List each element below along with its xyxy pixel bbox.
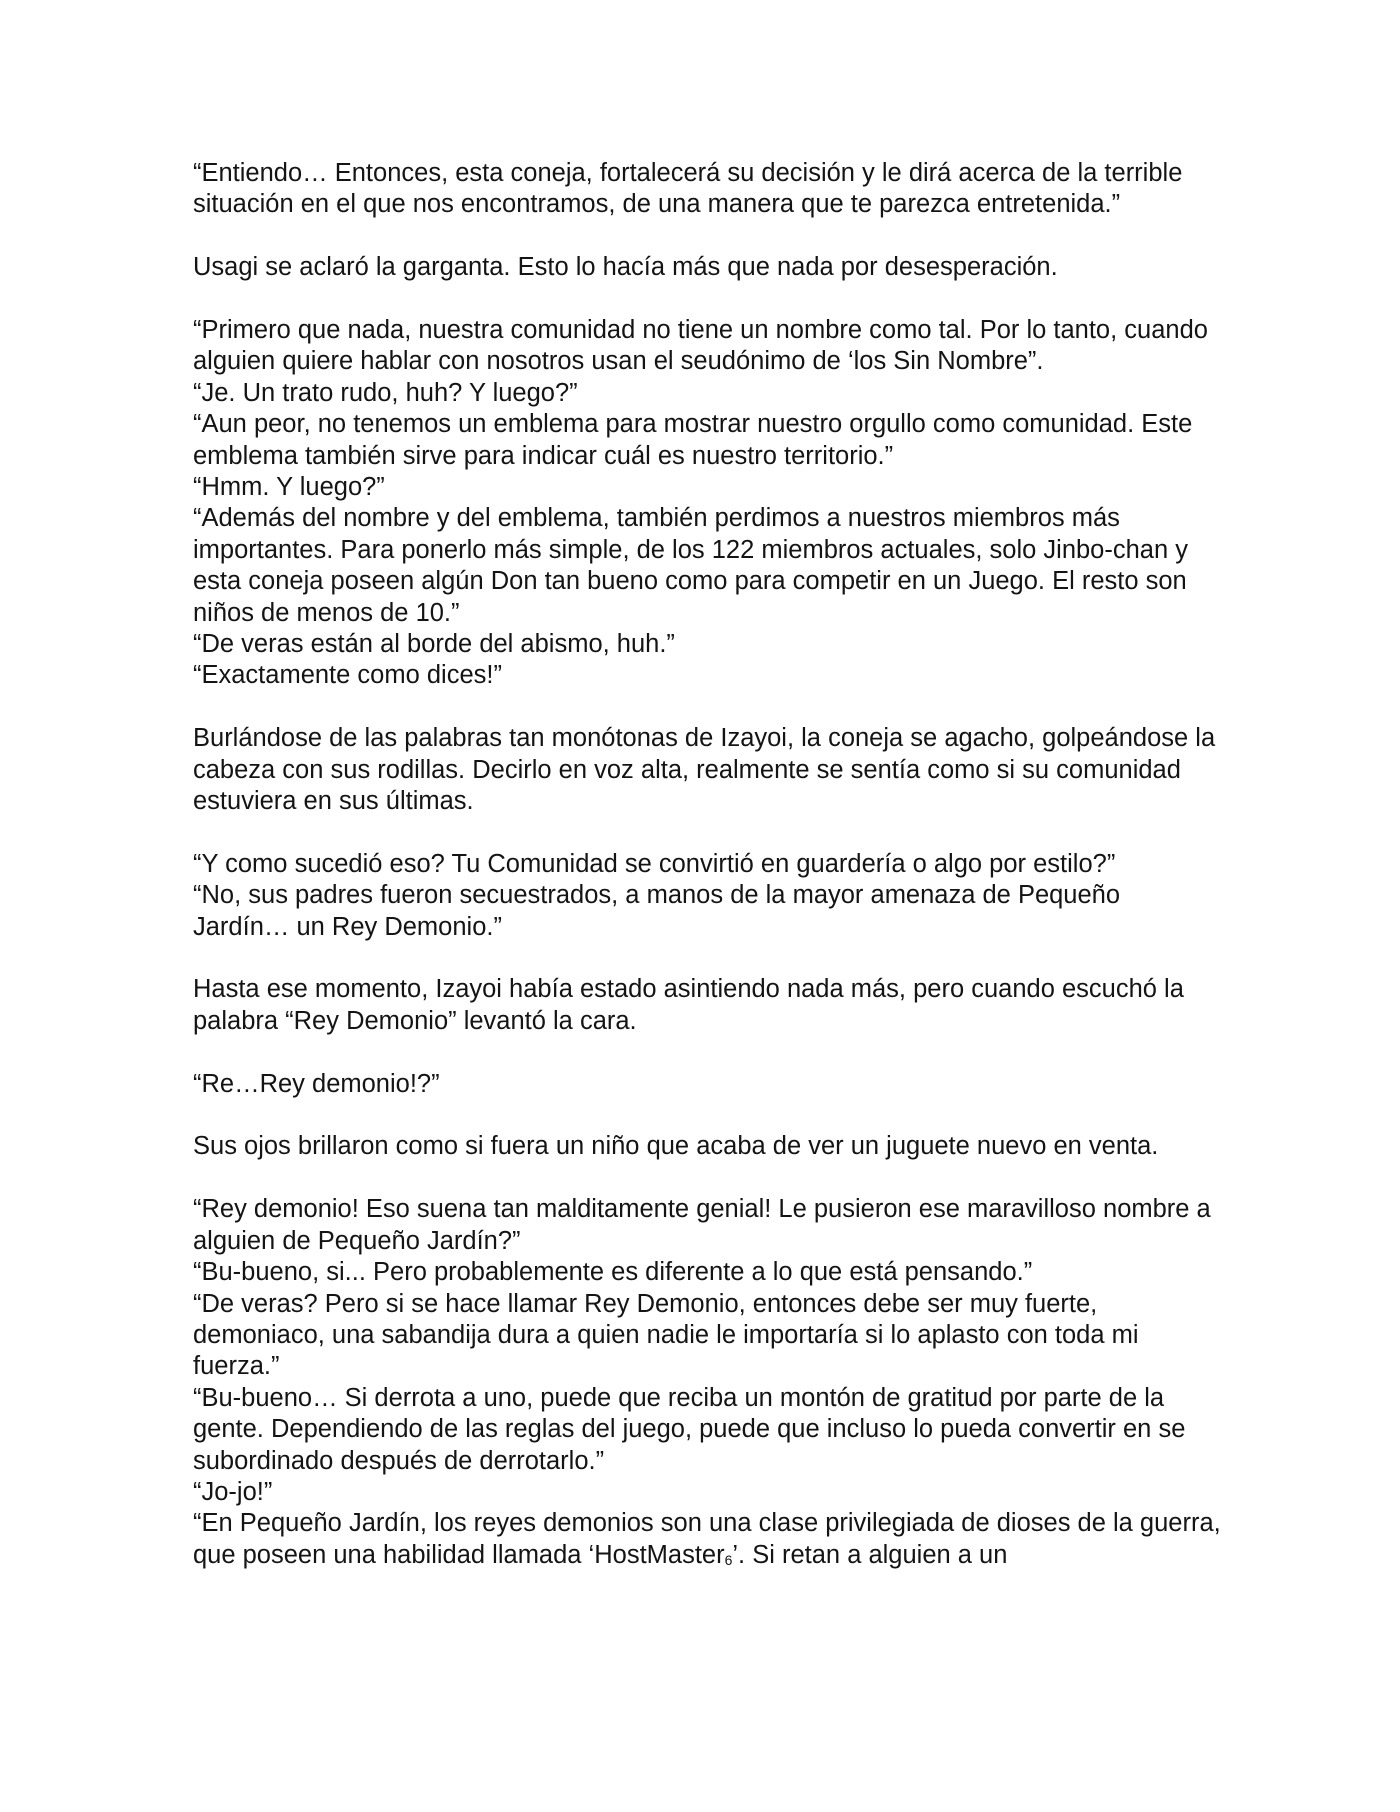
paragraph: Hasta ese momento, Izayoi había estado asintiendo nada más, pero cuando escuchó la palabra “Rey Demonio” levantó la cara. [193,975,1184,1035]
paragraph: “De veras? Pero si se hace llamar Rey Demonio, entonces debe ser muy fuerte, demoniaco, una sabandija dura a quien nadie le importaría si lo aplasto con toda mi fuerza.” [193,1289,1139,1381]
paragraph: Burlándose de las palabras tan monótonas de Izayoi, la coneja se agacho, golpeándose la cabeza con sus rodillas. Decirlo en voz alta, realmente se sentía como si su comunidad estuviera en sus últimas. [193,724,1216,816]
paragraph: “De veras están al borde del abismo, huh.” [193,630,675,659]
paragraph: “Y como sucedió eso? Tu Comunidad se convirtió en guardería o algo por estilo?” [193,849,1116,878]
paragraph [193,1508,1223,1571]
paragraph: “Je. Un trato rudo, huh? Y luego?” [193,378,578,407]
paragraph-list [193,158,1223,1508]
paragraph: Usagi se aclaró la garganta. Esto lo hacía más que nada por desesperación. [193,253,1058,282]
paragraph: “Rey demonio! Eso suena tan malditamente genial! Le pusieron ese maravilloso nombre a alguien de Pequeño Jardín?” [193,1195,1211,1255]
paragraph: “Re…Rey demonio!?” [193,1069,440,1098]
paragraph: “Hmm. Y luego?” [193,473,385,502]
paragraph: “Primero que nada, nuestra comunidad no tiene un nombre como tal. Por lo tanto, cuando alguien quiere hablar con nosotros usan el seudónimo de ‘los Sin Nombre”. [193,316,1208,376]
paragraph: “Bu-bueno… Si derrota a uno, puede que reciba un montón de gratitud por parte de la gente. Dependiendo de las reglas del juego, puede que incluso lo pueda convertir en se subordinado después de derrotarlo.” [193,1383,1186,1475]
paragraph-text: ’. Si retan a alguien a un [732,1540,1008,1569]
paragraph: “Entiendo… Entonces, esta coneja, fortalecerá su decisión y le dirá acerca de la terrible situación en el que nos encontramos, de una manera que te parezca entretenida.” [193,159,1183,219]
paragraph: “Exactamente como dices!” [193,661,502,690]
body-text [193,158,1223,1571]
paragraph: “Aun peor, no tenemos un emblema para mostrar nuestro orgullo como comunidad. Este emblema también sirve para indicar cuál es nuestro territorio.” [193,410,1193,470]
paragraph: Sus ojos brillaron como si fuera un niño que acaba de ver un juguete nuevo en venta. [193,1132,1159,1161]
paragraph: “No, sus padres fueron secuestrados, a manos de la mayor amenaza de Pequeño Jardín… un Rey Demonio.” [193,881,1121,941]
footnote-marker: 6 [724,1551,733,1568]
paragraph-text: “En Pequeño Jardín, los reyes demonios son una clase privilegiada de dioses de la guerra, que poseen una habilidad llamada ‘HostMaster [193,1509,1221,1569]
paragraph: “Además del nombre y del emblema, también perdimos a nuestros miembros más importantes. Para ponerlo más simple, de los 122 miembros actuales, solo Jinbo-chan y esta coneja poseen algún Don tan bueno como para competir en un Juego. El resto son niños de menos de 10.” [193,504,1188,627]
paragraph: “Bu-bueno, si... Pero probablemente es diferente a lo que está pensando.” [193,1258,1033,1287]
paragraph: “Jo-jo!” [193,1477,273,1506]
